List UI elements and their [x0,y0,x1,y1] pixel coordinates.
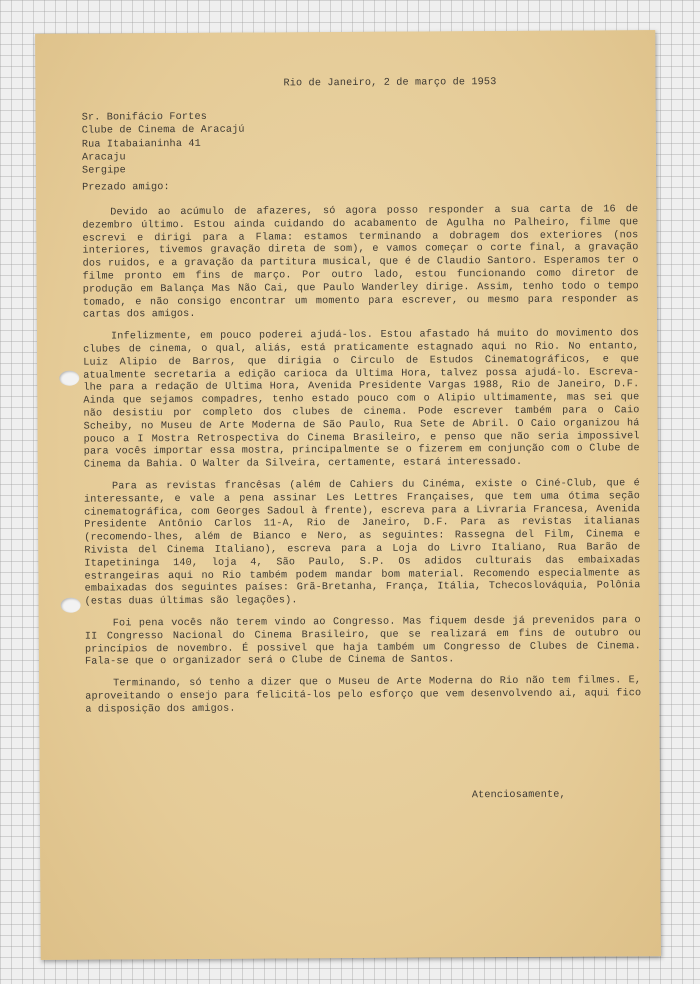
paragraph-4: Foi pena vocês não terem vindo ao Congresso. Mas fiquem desde já prevenidos para o II Congresso Nacional do Cinema Brasileiro, que se realizará em fins de outubro ou princípios de novembro. É possivel que haja também um Congresso de Clubes de Cinema. Fala-se que o organizador será o Clube de Cinema de Santos. [84,615,641,668]
recipient-state: Sergipe [81,165,126,177]
paragraph-5: Terminando, só tenho a dizer que o Museu de Arte Moderna do Rio não tem filmes. E, aproveitando o ensejo para felicitá-los pelo esforço que vem desenvolvendo ai, aqui fico a disposição dos amigos. [85,675,642,716]
salutation: Prezado amigo: [82,182,170,194]
letter-body [82,204,641,726]
recipient-city: Aracaju [81,152,126,164]
closing: Atenciosamente, [471,789,566,802]
paragraph-1: Devido ao acúmulo de afazeres, só agora posso responder a sua carta de 16 de dezembro último. Estou ainda cuidando do acabamento de Agulha no Palheiro, filme que escrevi e dirigi para a Flama: estamos terminando a dobragem dos exteriores (nos interiores, tivemos gravação direta de som), e vamos começar o corte final, a gravação dos ruidos, e a gravação da partitura musical, que é de Claudio Santoro. Esperamos ter o filme pronto em fins de março. Por outro lado, estou funcionando como diretor de produção em Balança Mas Não Cai, que Paulo Wanderley dirige. Assim, tenho todo o tempo tomado, e não consigo encontrar um momento para escrever, ou mesmo para responder as cartas dos amigos. [82,204,639,321]
letter-date: Rio de Janeiro, 2 de março de 1953 [283,77,497,90]
paragraph-3: Para as revistas francêsas (além de Cahiers du Cinéma, existe o Ciné-Club, que é interessante, e vale a pena assinar Les Lettres Françaises, que tem uma ótima seção cinematográfica, com Georges Sadoul à frente), escreva para a Livraria Francesa, Avenida Presidente Antônio Carlos 11-A, Rio de Janeiro, D.F. Para as revistas italianas (recomendo-lhes, além de Bianco e Nero, as seguintes: Rassegna del Film, Cinema e Rivista del Cinema Italiano), escreva para a Loja do Livro Italiano, Rua Barão de Itapetininga 140, loja 4, São Paulo, S.P. Os adidos culturais das embaixadas estrangeiras aqui no Rio também podem mandar bom material. Recomendo especialmente as embaixadas dos seguintes países: Grã-Bretanha, França, Itália, Tchecoslováquia, Polônia (estas duas últimas são legações). [83,478,641,608]
recipient-street: Rua Itabaianinha 41 [81,138,201,151]
recipient-name: Sr. Bonifácio Fortes [81,111,208,124]
punch-hole-lower [61,598,81,613]
paragraph-2: Infelizmente, em pouco poderei ajudá-los. Estou afastado há muito do movimento dos clubes de cinema, o qual, aliás, está praticamente estagnado aqui no Rio. No entanto, Luiz Alipio de Barros, que dirigia o Circulo de Estudos Cinematográficos, e que atualmente secretaria a edição carioca da Ultima Hora, talvez possa ajudá-lo. Escreva-lhe para a redação de Ultima Hora, Avenida Presidente Vargas 1988, Rio de Janeiro, D.F. Ainda que sejamos compadres, tenho estado pouco com o Alipio ultimamente, mas sei que não desistiu por completo dos clubes de cinema. Pode escrever também para o Caio Scheiby, no Museu de Arte Moderna de São Paulo, Rua Sete de Abril. O Caio organizou há pouco a I Mostra Retrospectiva do Cinema Brasileiro, e penso que não seria impossivel para vocês importar essa mostra, principalmente se o fizerem em conjunção com o Clube de Cinema da Bahia. O Walter da Silveira, certamente, estará interessado. [83,328,640,471]
letter-sheet [35,30,661,960]
recipient-organization: Clube de Cinema de Aracajú [81,124,245,137]
recipient-address [82,112,245,179]
punch-hole-upper [59,371,79,386]
